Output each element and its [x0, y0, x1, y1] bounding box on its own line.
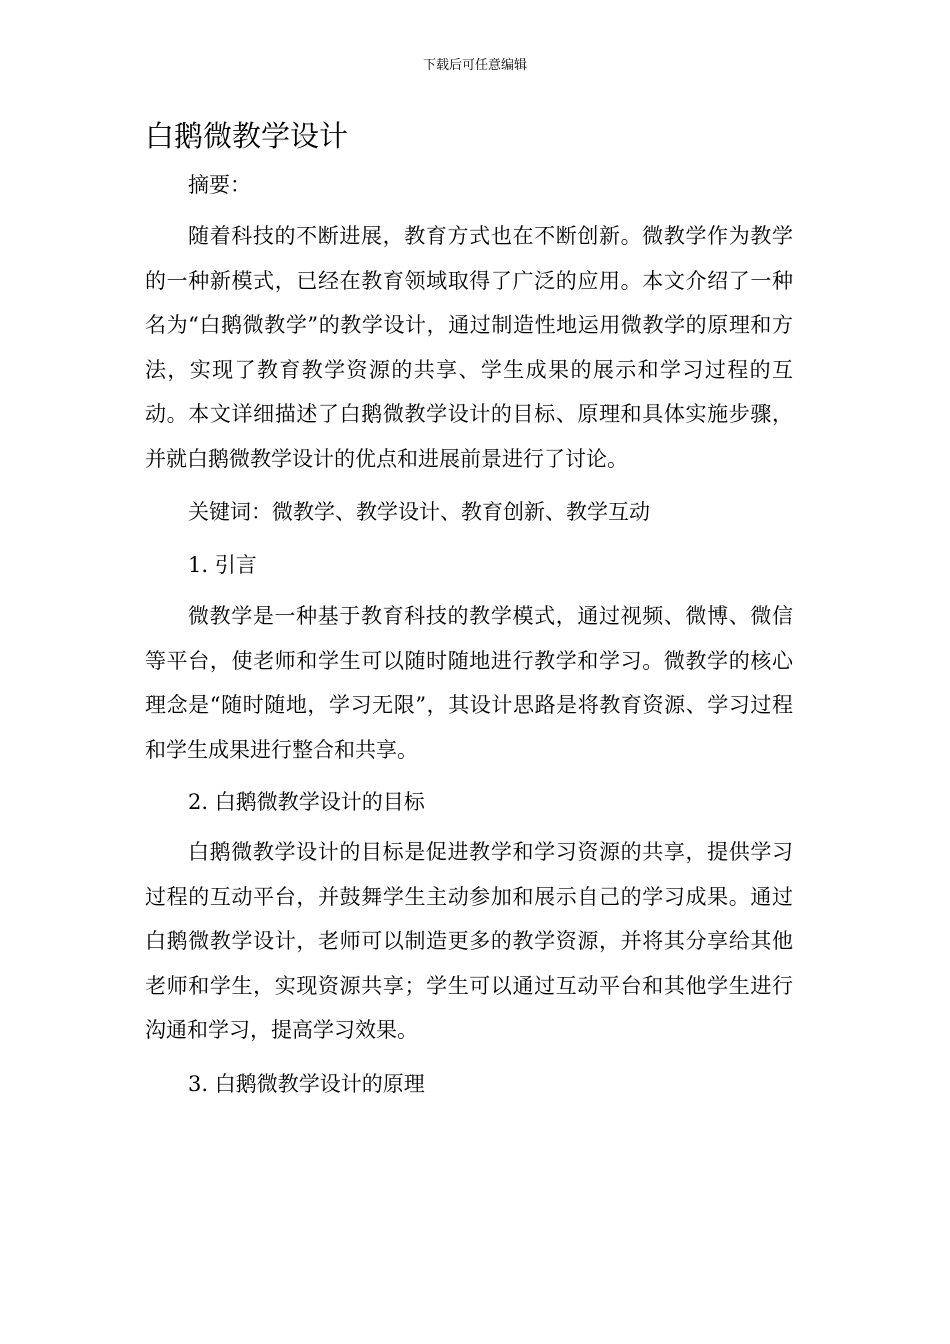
section-heading-text: 2. 白鹅微教学设计的目标	[188, 790, 425, 814]
section-heading-principles	[145, 1062, 793, 1107]
abstract-label	[145, 163, 793, 208]
section-body-text: 微教学是一种基于教育科技的教学模式，通过视频、微博、微信等平台，使老师和学生可以随时随地进行教学和学习。微教学的核心理念是“随时随地，学习无限”，其设计思路是将教育资源、学习过程和学生成果进行整合和共享。	[145, 604, 793, 762]
abstract-paragraph	[145, 214, 793, 481]
keywords-text: 关键词：微教学、教学设计、教育创新、教学互动	[188, 500, 650, 524]
abstract-label-text: 摘要：	[188, 173, 251, 197]
section-paragraph-introduction	[145, 594, 793, 772]
section-heading-text: 3. 白鹅微教学设计的原理	[188, 1072, 425, 1096]
section-heading-introduction	[145, 543, 793, 588]
section-body-text: 白鹅微教学设计的目标是促进教学和学习资源的共享，提供学习过程的互动平台，并鼓舞学生主动参加和展示自己的学习成果。通过白鹅微教学设计，老师可以制造更多的教学资源，并将其分享给其他老师和学生，实现资源共享；学生可以通过互动平台和其他学生进行沟通和学习，提高学习效果。	[145, 840, 793, 1042]
section-heading-text: 1. 引言	[188, 553, 257, 577]
document-title: 白鹅微教学设计	[145, 119, 349, 153]
section-paragraph-goals	[145, 830, 793, 1053]
header-note: 下载后可任意编辑	[422, 58, 527, 73]
abstract-text: 随着科技的不断进展，教育方式也在不断创新。微教学作为教学的一种新模式，已经在教育领域取得了广泛的应用。本文介绍了一种名为“白鹅微教学”的教学设计，通过制造性地运用微教学的原理和方法，实现了教育教学资源的共享、学生成果的展示和学习过程的互动。本文详细描述了白鹅微教学设计的目标、原理和具体实施步骤，并就白鹅微教学设计的优点和进展前景进行了讨论。	[145, 224, 793, 471]
section-heading-goals	[145, 780, 793, 825]
keywords-line	[145, 490, 793, 535]
